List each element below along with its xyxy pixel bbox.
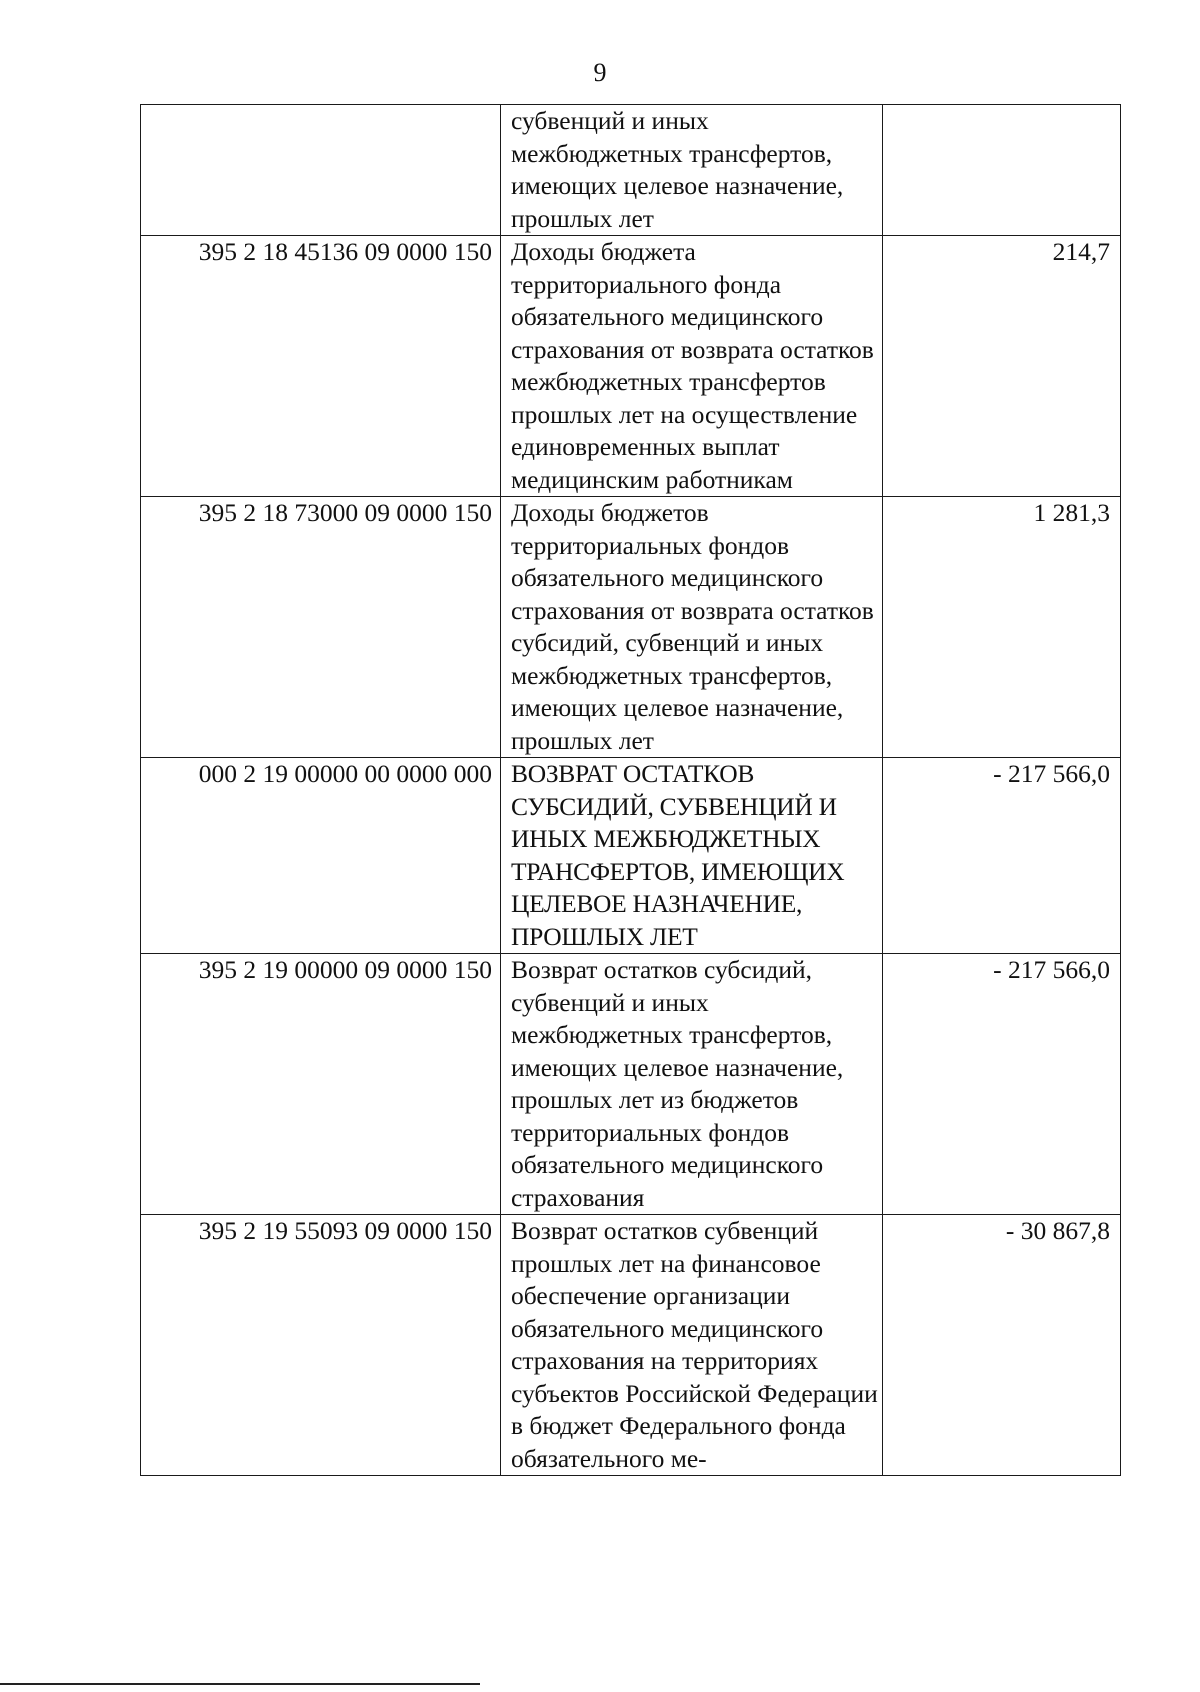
budget-table-container <box>140 104 1120 1476</box>
income-name-cell: ВОЗВРАТ ОСТАТКОВ СУБСИДИЙ, СУБВЕНЦИЙ И ИНЫХ МЕЖБЮДЖЕТНЫХ ТРАНСФЕРТОВ, ИМЕЮЩИХ ЦЕЛЕВОЕ НАЗНАЧЕНИЕ, ПРОШЛЫХ ЛЕТ <box>501 758 883 954</box>
amount-cell: 1 281,3 <box>883 497 1121 758</box>
income-name-cell: Возврат остатков субсидий, субвенций и иных межбюджетных трансфертов, имеющих целевое назначение, прошлых лет из бюджетов территориальных фондов обязательного медицинского страхования <box>501 954 883 1215</box>
table-row <box>141 758 1121 954</box>
table-row <box>141 236 1121 497</box>
budget-code-cell <box>141 105 501 236</box>
income-name-cell: Возврат остатков субвенций прошлых лет на финансовое обеспечение организации обязательного медицинского страхования на территориях субъектов Российской Федерации в бюджет Федерального фонда обязательного ме- <box>501 1215 883 1476</box>
budget-code-cell: 000 2 19 00000 00 0000 000 <box>141 758 501 954</box>
budget-code-cell: 395 2 19 55093 09 0000 150 <box>141 1215 501 1476</box>
table-row <box>141 105 1121 236</box>
table-row <box>141 954 1121 1215</box>
budget-code-cell: 395 2 18 73000 09 0000 150 <box>141 497 501 758</box>
amount-cell: - 30 867,8 <box>883 1215 1121 1476</box>
income-name-cell: Доходы бюджетов территориальных фондов обязательного медицинского страхования от возврата остатков субсидий, субвенций и иных межбюджетных трансфертов, имеющих целевое назначение, прошлых лет <box>501 497 883 758</box>
page-number: 9 <box>593 58 607 87</box>
amount-cell <box>883 105 1121 236</box>
budget-table <box>140 104 1121 1476</box>
amount-cell: - 217 566,0 <box>883 954 1121 1215</box>
budget-code-cell: 395 2 19 00000 09 0000 150 <box>141 954 501 1215</box>
income-name-cell: субвенций и иных межбюджетных трансфертов, имеющих целевое назначение, прошлых лет <box>501 105 883 236</box>
amount-cell: - 217 566,0 <box>883 758 1121 954</box>
table-row <box>141 1215 1121 1476</box>
page-bottom-divider <box>0 1683 480 1685</box>
budget-code-cell: 395 2 18 45136 09 0000 150 <box>141 236 501 497</box>
table-row <box>141 497 1121 758</box>
amount-cell: 214,7 <box>883 236 1121 497</box>
income-name-cell: Доходы бюджета территориального фонда обязательного медицинского страхования от возврата остатков межбюджетных трансфертов прошлых лет на осуществление единовременных выплат медицинским работникам <box>501 236 883 497</box>
